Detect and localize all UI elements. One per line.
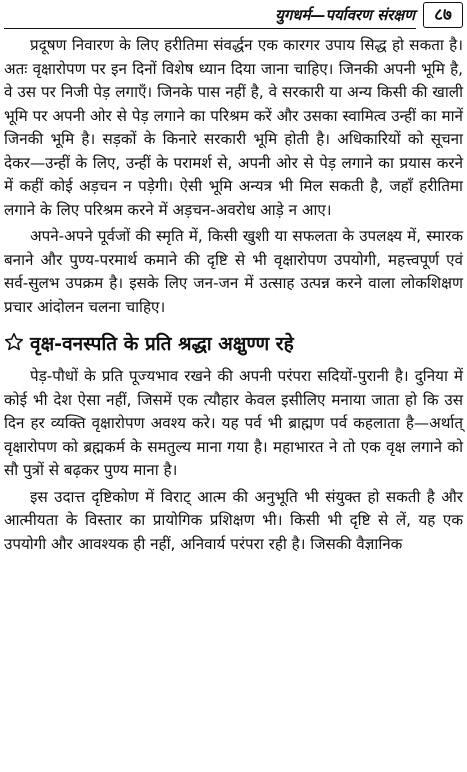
section-heading-text: वृक्ष-वनस्पति के प्रति श्रद्धा अक्षुण्ण रहे [30, 333, 294, 355]
running-header-title: युगधर्म—पर्यावरण संरक्षण [275, 6, 415, 24]
paragraph-2: अपने-अपने पूर्वजों की स्मृति में, किसी खुशी या सफलता के उपलक्ष्य में, स्मारक बनाने और पुण्य-परमार्थ कमाने की दृष्टि से भी वृक्षारोपण उपयोगी, महत्त्वपूर्ण एवं सर्व-सुलभ उपक्रम है। इसके लिए जन-जन में उत्साह उत्पन्न करने वाला लोकशिक्षण प्रचार आंदोलन चलना चाहिए। [4, 227, 463, 316]
paragraph-1: प्रदूषण निवारण के लिए हरीतिमा संवर्द्धन एक कारगर उपाय सिद्ध हो सकता है। अतः वृक्षारोपण पर इन दिनों विशेष ध्यान दिया जाना चाहिए। जिनकी अपनी भूमि है, वे उस पर निजी पेड़ लगाएँ। जिनके पास नहीं है, वे सरकारी या अन्य किसी की खाली भूमि पर अपनी ओर से पेड़ लगाने का परिश्रम करें और उसका स्वामित्व उन्हीं का मानें जिनकी भूमि है। सड़कों के किनारे सरकारी भूमि होती है। अधिकारियों को सूचना देकर—उन्हीं के लिए, उन्हीं के परामर्श से, अपनी ओर से पेड़ लगाने का प्रयास करने में कहीं कोई अड़चन न पड़ेगी। ऐसी भूमि अन्यत्र भी मिल सकती है, जहाँ हरीतिमा लगाने के लिए परिश्रम करने में अड़चन-अवरोध आड़े न आए। [4, 36, 463, 219]
header-rule [4, 28, 416, 29]
paragraph-3: पेड़-पौधों के प्रति पूज्यभाव रखने की अपनी परंपरा सदियों-पुरानी है। दुनिया में कोई भी देश ऐसा नहीं, जिसमें एक त्यौहार केवल इसीलिए मनाया जाता हो कि उस दिन हर व्यक्ति वृक्षारोपण अवश्य करे। यह पर्व भी ब्राह्मण पर्व कहलाता है—अर्थात् वृक्षारोपण को ब्रह्मकर्म के समतुल्य माना गया है। महाभारत ने तो एक वृक्ष लगाने को सौ पुत्रों से बढ़कर पुण्य माना है। [4, 367, 463, 479]
running-header [4, 2, 463, 30]
page-number: ८७ [423, 2, 463, 28]
section-heading [4, 331, 463, 357]
body-text [4, 34, 463, 559]
star-outline-icon [4, 332, 24, 352]
paragraph-4: इस उदात्त दृष्टिकोण में विराट् आत्म की अनुभूति भी संयुक्त हो सकती है और आत्मीयता के विस्तार का प्रायोगिक प्रशिक्षण भी। किसी भी दृष्टि से लें, यह एक उपयोगी और आवश्यक ही नहीं, अनिवार्य परंपरा रही है। जिसकी वैज्ञानिक [4, 487, 463, 553]
